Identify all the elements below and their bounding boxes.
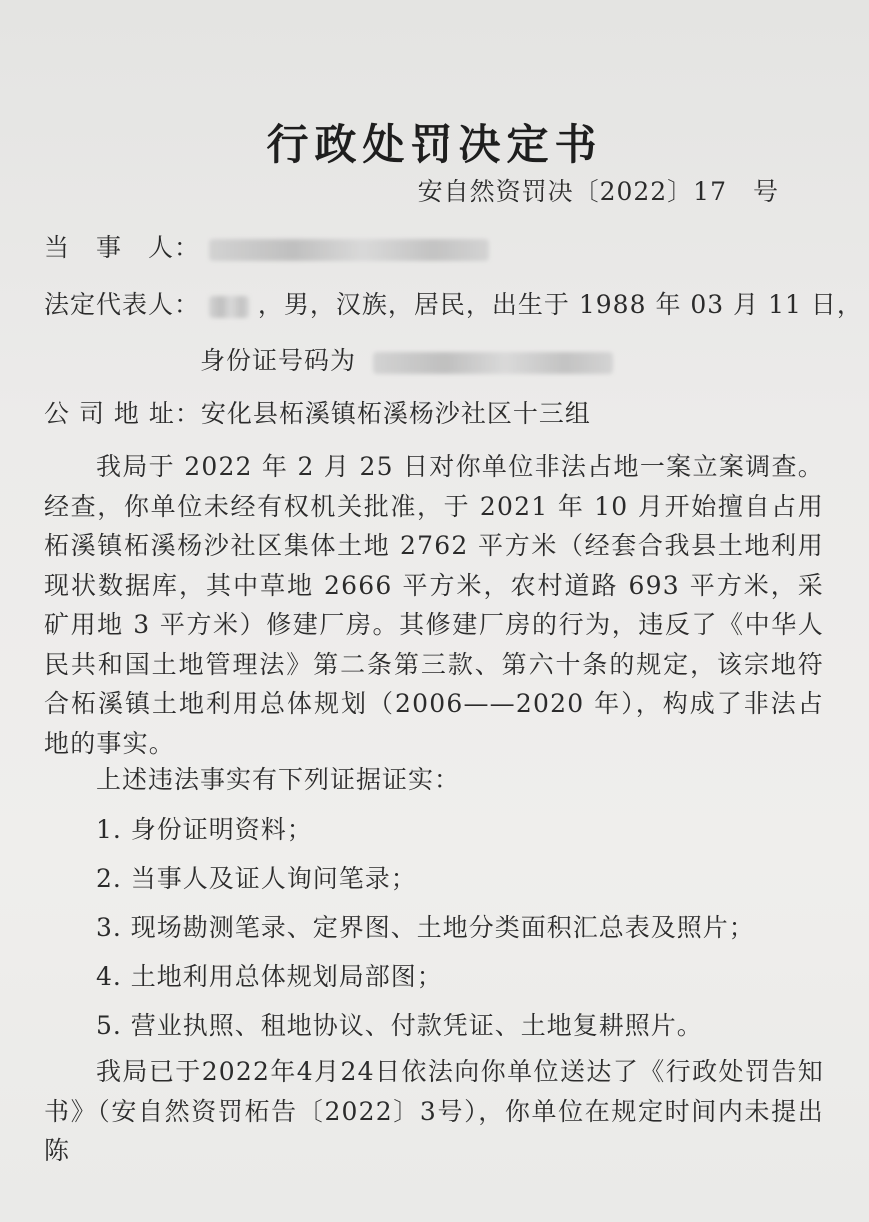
evidence-item: 2. 当事人及证人询问笔录； xyxy=(96,864,417,893)
evidence-item: 1. 身份证明资料； xyxy=(96,815,313,844)
party-row xyxy=(44,233,489,263)
paragraph-notice: 我局已于2022年4月24日依法向你单位送达了《行政处罚告知书》（安自然资罚柘告〔2022〕3号），你单位在规定时间内未提出陈 xyxy=(44,1057,824,1165)
legal-rep-row xyxy=(44,290,863,320)
legal-rep-label: 法定代表人： xyxy=(44,290,201,319)
party-label: 当 事 人： xyxy=(44,233,201,262)
address-row xyxy=(44,399,591,429)
address-label: 公 司 地 址： xyxy=(44,399,201,428)
legal-rep-info: ，男，汉族，居民，出生于 1988 年 03 月 11 日， xyxy=(257,290,863,319)
id-label: 身份证号码为 xyxy=(200,346,357,375)
evidence-item: 5. 营业执照、租地协议、付款凭证、土地复耕照片。 xyxy=(96,1011,703,1040)
evidence-intro: 上述违法事实有下列证据证实： xyxy=(96,765,461,794)
id-row xyxy=(200,346,613,376)
redacted-party-name xyxy=(209,239,489,261)
redacted-id-number xyxy=(373,352,613,374)
evidence-item: 3. 现场勘测笔录、定界图、土地分类面积汇总表及照片； xyxy=(96,913,755,942)
address-value: 安化县柘溪镇柘溪杨沙社区十三组 xyxy=(200,399,591,428)
redacted-rep-name xyxy=(209,296,249,318)
document-number: 安自然资罚决〔2022〕17 号 xyxy=(417,177,779,206)
paragraph-facts: 我局于 2022 年 2 月 25 日对你单位非法占地一案立案调查。经查，你单位未经有权机关批准，于 2021 年 10 月开始擅自占用柘溪镇柘溪杨沙社区集体土地 2762 平方米（经套合我县土地利用现状数据库，其中草地 2666 平方米，农村道路 693 平方米，采矿用地 3 平方米）修建厂房。其修建厂房的行为，违反了《中华人民共和国土地管理法》第二条第三款、第六十条的规定，该宗地符合柘溪镇土地利用总体规划（2006——2020 年），构成了非法占地的事实。 xyxy=(44,452,824,758)
document-title: 行政处罚决定书 xyxy=(266,120,603,169)
evidence-item: 4. 土地利用总体规划局部图； xyxy=(96,962,443,991)
